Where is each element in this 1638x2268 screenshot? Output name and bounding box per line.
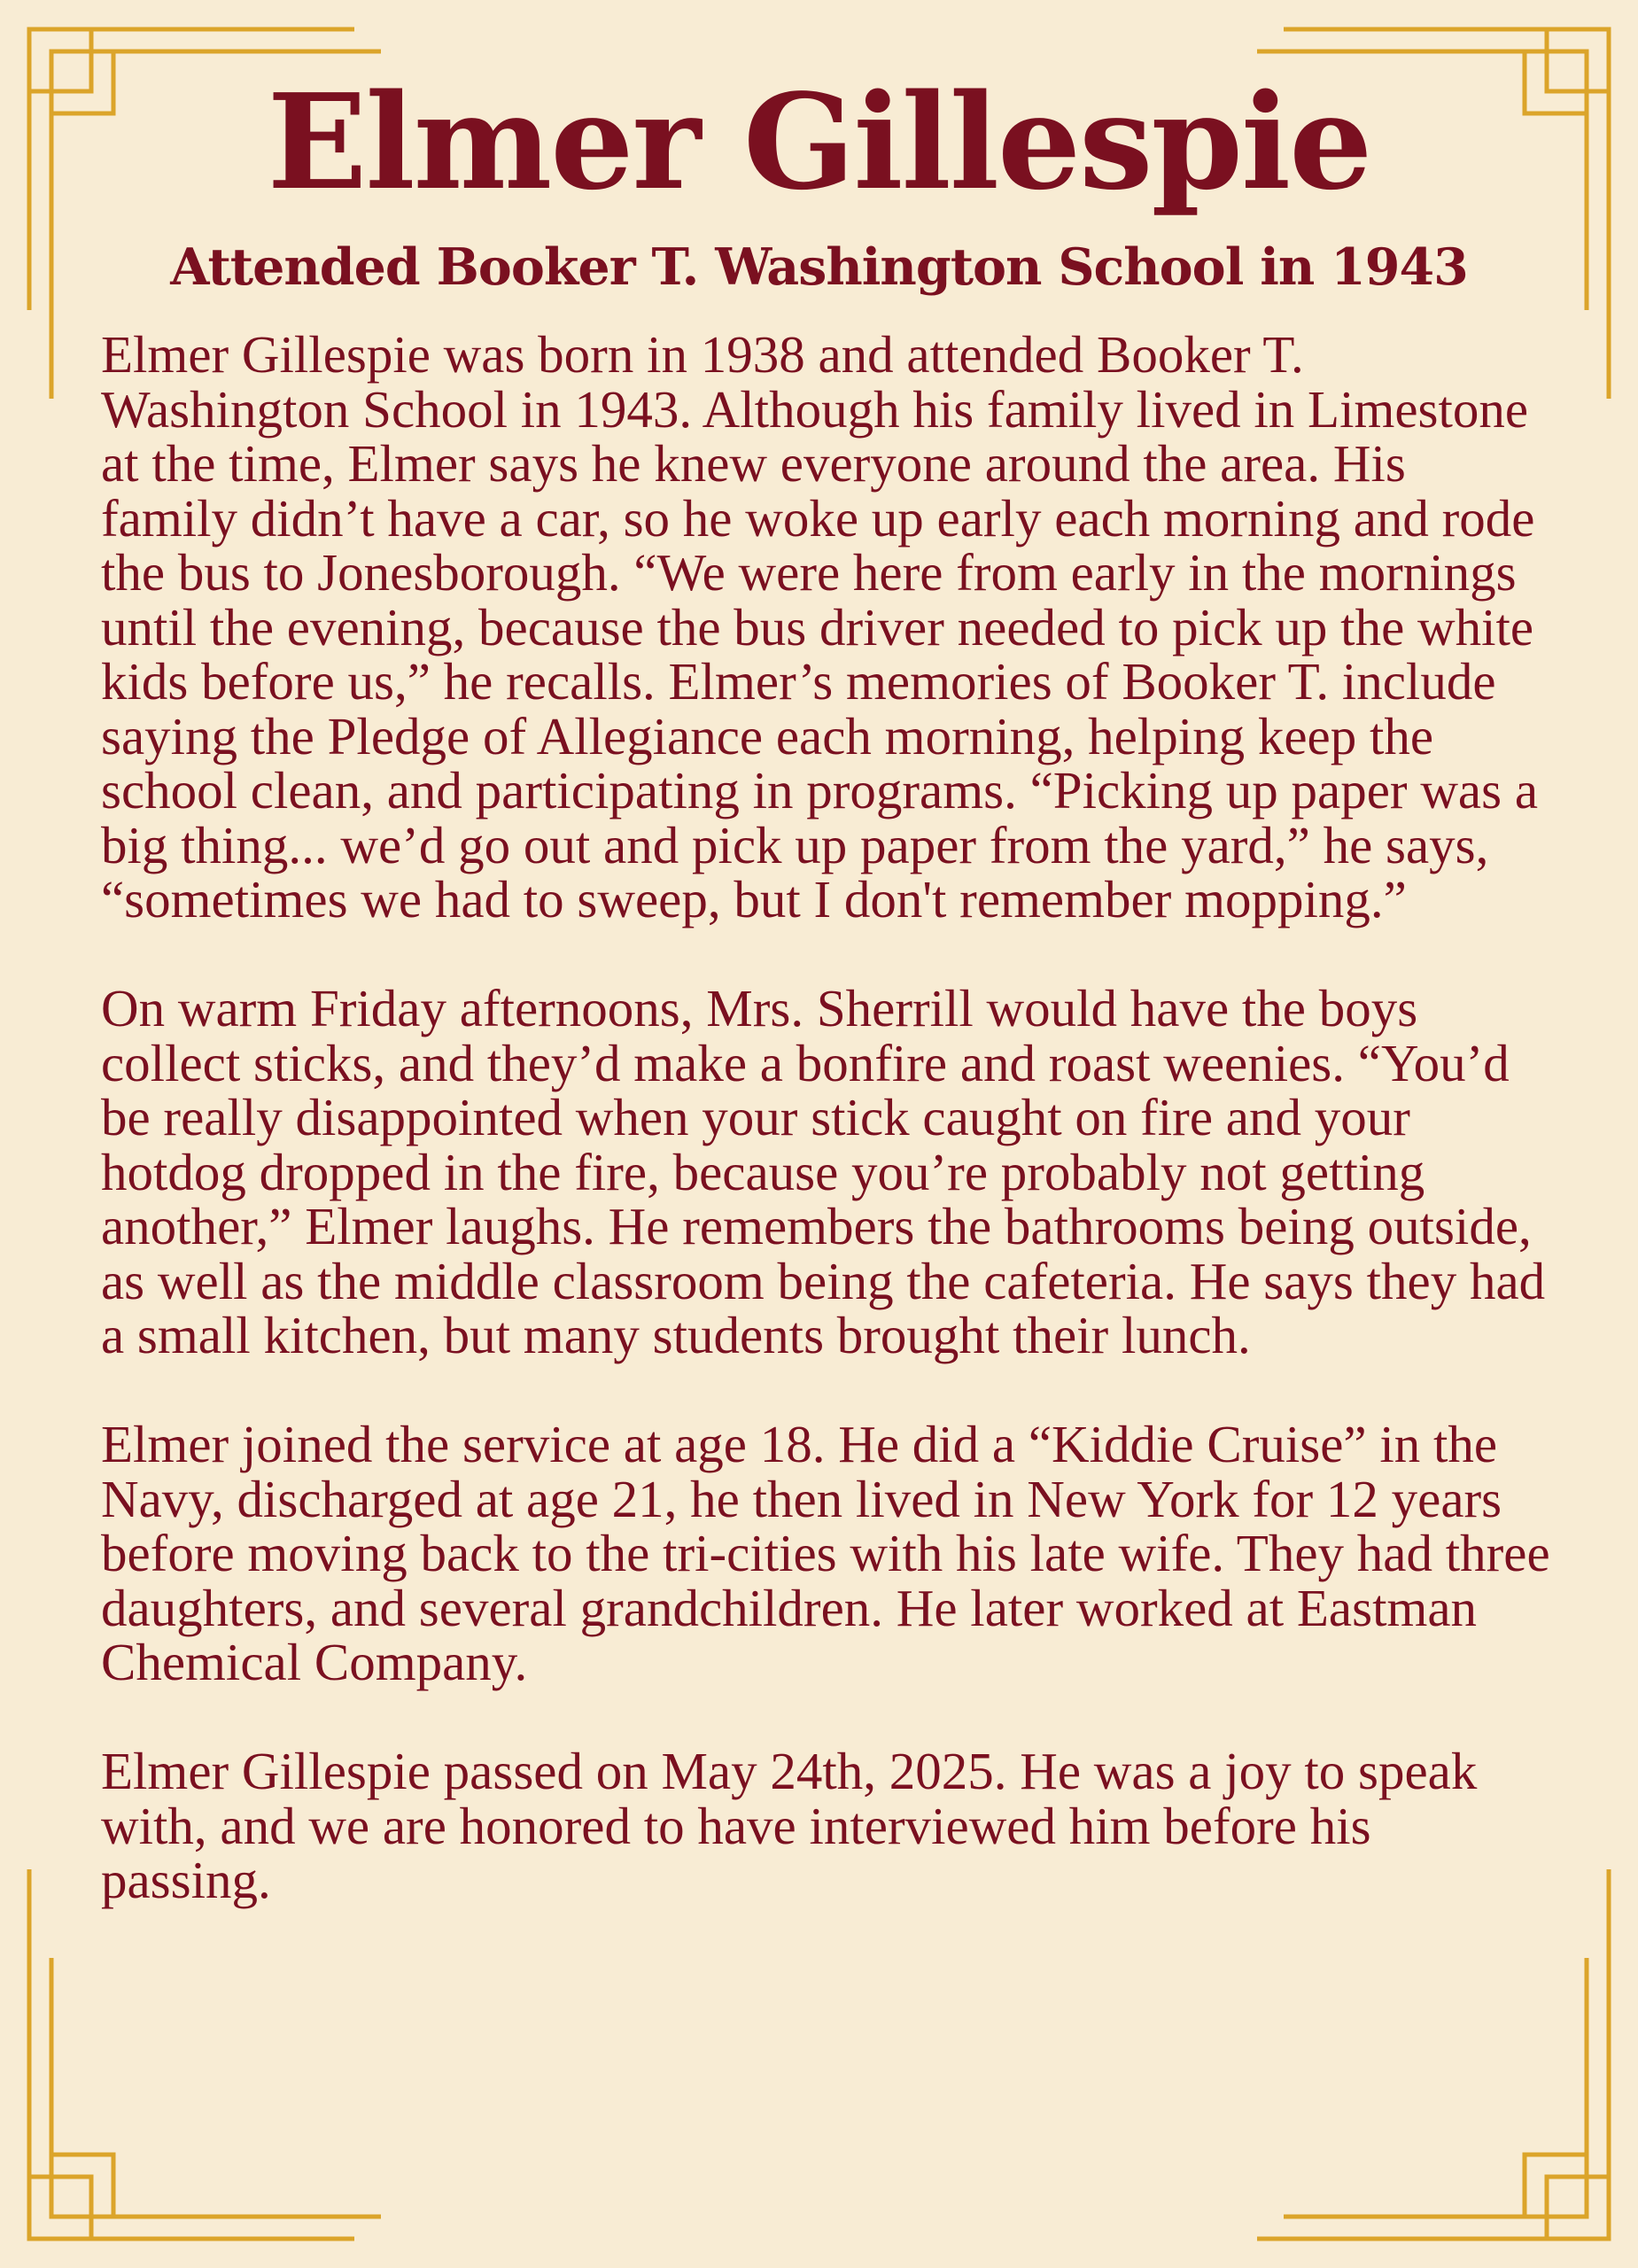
page-title: Elmer Gillespie bbox=[267, 65, 1371, 219]
paragraph-service-career: Elmer joined the service at age 18. He did a “Kiddie Cruise” in the Navy, discharged at age 21, he then lived in New York for 12 years before moving back to the tri-cities with his late wife. They had three daughters, and several grandchildren. He later worked at Eastman Chemical Company. bbox=[101, 1415, 1550, 1691]
paragraph-early-life: Elmer Gillespie was born in 1938 and attended Booker T. Washington School in 1943. Although his family lived in Limestone at the time, Elmer says he knew everyone around the area. His family didn’t have a car, so he woke up early each morning and rode the bus to Jonesborough. “We were here from early in the mornings until the evening, because the bus driver needed to pick up the white kids before us,” he recalls. Elmer’s memories of Booker T. include saying the Pledge of Allegiance each morning, helping keep the school clean, and participating in programs. “Picking up paper was a big thing... we’d go out and pick up paper from the yard,” he says, “sometimes we had to sweep, but I don't remember mopping.” bbox=[101, 325, 1539, 928]
corner-ornament-bottom-right bbox=[1257, 1869, 1611, 2241]
biography-body bbox=[101, 325, 1554, 1909]
paragraph-friday-afternoons: On warm Friday afternoons, Mrs. Sherrill would have the boys collect sticks, and they’d make a bonfire and roast weenies. “You’d be really disappointed when your stick caught on fire and your hotdog dropped in the fire, because you’re probably not getting another,” Elmer laughs. He remembers the bathrooms being outside, as well as the middle classroom being the cafeteria. He says they had a small kitchen, but many students brought their lunch. bbox=[101, 979, 1546, 1364]
paragraph-passing: Elmer Gillespie passed on May 24th, 2025. He was a joy to speak with, and we are honored to have interviewed him before his passing. bbox=[101, 1742, 1478, 1909]
page-subtitle: Attended Booker T. Washington School in 1943 bbox=[170, 237, 1468, 297]
corner-ornament-bottom-left bbox=[27, 1869, 381, 2241]
